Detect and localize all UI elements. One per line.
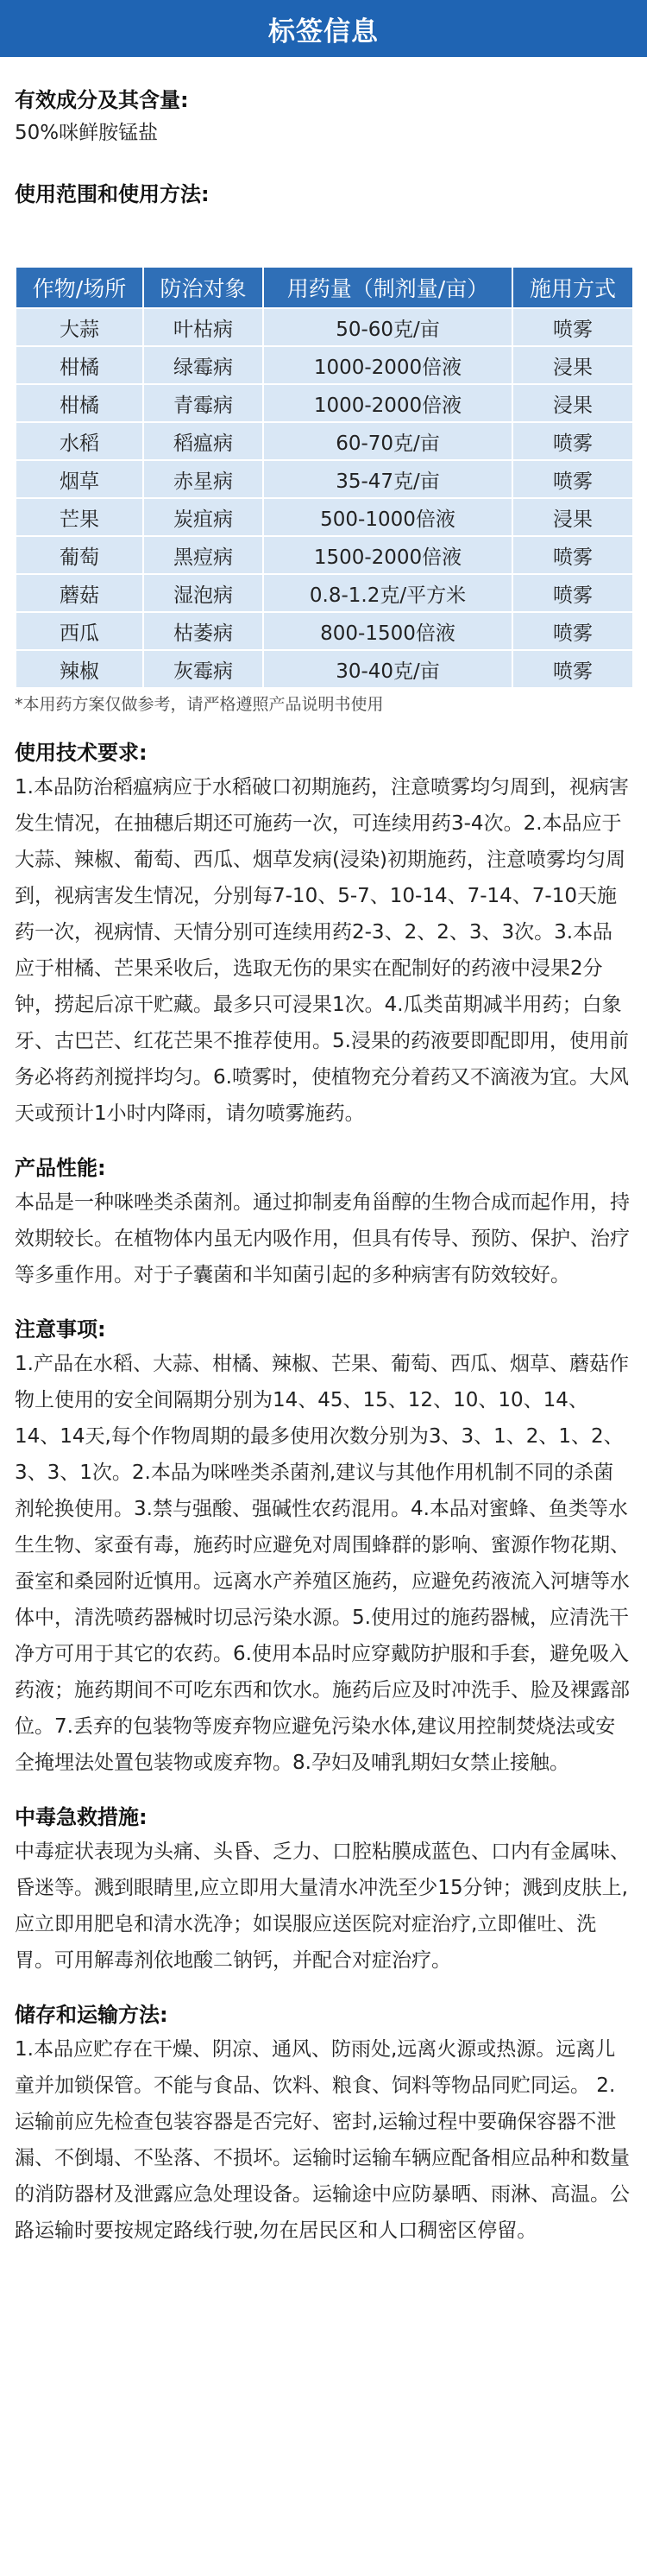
cell-crop: 烟草 bbox=[16, 461, 142, 497]
cell-target: 叶枯病 bbox=[144, 309, 262, 345]
cell-dosage: 35-47克/亩 bbox=[264, 461, 512, 497]
section-body: 1.本品防治稻瘟病应于水稻破口初期施药，注意喷雾均匀周到，视病害发生情况，在抽穗后期还可施药一次，可连续用药3-4次。2.本品应于大蒜、辣椒、葡萄、西瓜、烟草发病(浸染)初期施药，注意喷雾均匀周到，视病害发生情况，分别每7-10、5-7、10-14、7-14、7-10天施药一次，视病情、天情分别可连续用药2-3、2、2、3、3次。3.本品应于柑橘、芒果采收后，选取无伤的果实在配制好的药液中浸果2分钟，捞起后凉干贮藏。最多只可浸果1次。4.瓜类苗期减半用药；白象牙、古巴芒、红花芒果不推荐使用。5.浸果的药液要即配即用，使用前务必将药剂搅拌均匀。6.喷雾时，使植物充分着药又不滴液为宜。大风天或预计1小时内降雨，请勿喷雾施药。 bbox=[15, 776, 629, 1125]
cell-dosage: 0.8-1.2克/平方米 bbox=[264, 575, 512, 611]
cell-crop: 芒果 bbox=[16, 499, 142, 535]
cell-target: 绿霉病 bbox=[144, 347, 262, 383]
cell-target: 湿泡病 bbox=[144, 575, 262, 611]
cell-crop: 蘑菇 bbox=[16, 575, 142, 611]
section-body: 中毒症状表现为头痛、头昏、乏力、口腔粘膜成蓝色、口内有金属味、昏迷等。溅到眼睛里,应立即用大量清水冲洗至少15分钟；溅到皮肤上,应立即用肥皂和清水洗净；如误服应送医院对症治疗,立即催吐、洗胃。可用解毒剂依地酸二钠钙，并配合对症治疗。 bbox=[15, 1840, 630, 1972]
cell-crop: 西瓜 bbox=[16, 613, 142, 649]
col-header-method: 施用方式 bbox=[513, 268, 632, 307]
cell-method: 浸果 bbox=[513, 347, 632, 383]
scope-title: 使用范围和使用方法: bbox=[15, 182, 210, 206]
cell-method: 喷雾 bbox=[513, 613, 632, 649]
cell-target: 黑痘病 bbox=[144, 537, 262, 573]
cell-crop: 柑橘 bbox=[16, 385, 142, 421]
cell-target: 赤星病 bbox=[144, 461, 262, 497]
label-content bbox=[0, 57, 647, 2249]
performance-section bbox=[15, 1151, 632, 1293]
cell-dosage: 60-70克/亩 bbox=[264, 423, 512, 459]
usage-table bbox=[15, 266, 634, 689]
section-title: 注意事项: bbox=[15, 1317, 106, 1342]
section-body: 1.本品应贮存在干燥、阴凉、通风、防雨处,远离火源或热源。远离儿童并加锁保管。不能与食品、饮料、粮食、饲料等物品同贮同运。 2.运输前应先检查包装容器是否完好、密封,运输过程中要确保容器不泄漏、不倒塌、不坠落、不损坏。运输时运输车辆应配备相应品种和数量的消防器材及泄露应急处理设备。运输途中应防暴晒、雨淋、高温。公路运输时要按规定路线行驶,勿在居民区和人口稠密区停留。 bbox=[15, 2038, 630, 2242]
page-header bbox=[0, 0, 647, 57]
table-header-row bbox=[16, 268, 632, 307]
section-title: 中毒急救措施: bbox=[15, 1805, 148, 1829]
table-row bbox=[16, 537, 632, 573]
cell-dosage: 50-60克/亩 bbox=[264, 309, 512, 345]
scope-section bbox=[15, 148, 632, 207]
cell-target: 炭疽病 bbox=[144, 499, 262, 535]
cell-method: 喷雾 bbox=[513, 309, 632, 345]
cell-target: 枯萎病 bbox=[144, 613, 262, 649]
cell-method: 喷雾 bbox=[513, 651, 632, 687]
precautions-section bbox=[15, 1312, 632, 1781]
section-title: 产品性能: bbox=[15, 1156, 106, 1180]
cell-dosage: 800-1500倍液 bbox=[264, 613, 512, 649]
section-body: 1.产品在水稻、大蒜、柑橘、辣椒、芒果、葡萄、西瓜、烟草、蘑菇作物上使用的安全间隔期分别为14、45、15、12、10、10、14、14、14天,每个作物周期的最多使用次数分别为3、3、1、2、1、2、3、3、1次。2.本品为咪唑类杀菌剂,建议与其他作用机制不同的杀菌剂轮换使用。3.禁与强酸、强碱性农药混用。4.本品对蜜蜂、鱼类等水生生物、家蚕有毒，施药时应避免对周围蜂群的影响、蜜源作物花期、蚕室和桑园附近慎用。远离水产养殖区施药，应避免药液流入河塘等水体中，清洗喷药器械时切忌污染水源。5.使用过的施药器械，应清洗干净方可用于其它的农药。6.使用本品时应穿戴防护服和手套，避免吸入药液；施药期间不可吃东西和饮水。施药后应及时冲洗手、脸及裸露部位。7.丢弃的包装物等废弃物应避免污染水体,建议用控制焚烧法或安全掩埋法处置包装物或废弃物。8.孕妇及哺乳期妇女禁止接触。 bbox=[15, 1353, 630, 1774]
cell-dosage: 1000-2000倍液 bbox=[264, 347, 512, 383]
cell-dosage: 30-40克/亩 bbox=[264, 651, 512, 687]
ingredient-title: 有效成分及其含量: bbox=[15, 88, 189, 112]
cell-crop: 柑橘 bbox=[16, 347, 142, 383]
table-note: *本用药方案仅做参考，请严格遵照产品说明书使用 bbox=[15, 695, 384, 714]
table-row bbox=[16, 461, 632, 497]
section-body: 本品是一种咪唑类杀菌剂。通过抑制麦角甾醇的生物合成而起作用，持效期较长。在植物体内虽无内吸作用，但具有传导、预防、保护、治疗等多重作用。对于子囊菌和半知菌引起的多种病害有防效较好。 bbox=[15, 1191, 630, 1286]
cell-method: 浸果 bbox=[513, 499, 632, 535]
cell-dosage: 1000-2000倍液 bbox=[264, 385, 512, 421]
table-row bbox=[16, 309, 632, 345]
cell-crop: 水稻 bbox=[16, 423, 142, 459]
cell-crop: 大蒜 bbox=[16, 309, 142, 345]
first-aid-section bbox=[15, 1800, 632, 1979]
cell-method: 喷雾 bbox=[513, 461, 632, 497]
cell-crop: 辣椒 bbox=[16, 651, 142, 687]
ingredient-section bbox=[15, 57, 632, 148]
table-row bbox=[16, 613, 632, 649]
cell-method: 喷雾 bbox=[513, 423, 632, 459]
cell-crop: 葡萄 bbox=[16, 537, 142, 573]
technique-section bbox=[15, 736, 632, 1132]
col-header-dosage: 用药量（制剂量/亩） bbox=[264, 268, 512, 307]
header-title: 标签信息 bbox=[268, 16, 379, 47]
col-header-target: 防治对象 bbox=[144, 268, 262, 307]
storage-section bbox=[15, 1998, 632, 2249]
table-row bbox=[16, 385, 632, 421]
section-title: 储存和运输方法: bbox=[15, 2003, 168, 2027]
cell-target: 稻瘟病 bbox=[144, 423, 262, 459]
table-row bbox=[16, 347, 632, 383]
col-header-crop: 作物/场所 bbox=[16, 268, 142, 307]
cell-dosage: 1500-2000倍液 bbox=[264, 537, 512, 573]
ingredient-value: 50%咪鲜胺锰盐 bbox=[15, 122, 159, 144]
cell-target: 灰霉病 bbox=[144, 651, 262, 687]
section-title: 使用技术要求: bbox=[15, 741, 148, 765]
table-row bbox=[16, 575, 632, 611]
cell-target: 青霉病 bbox=[144, 385, 262, 421]
cell-method: 浸果 bbox=[513, 385, 632, 421]
table-row bbox=[16, 651, 632, 687]
cell-method: 喷雾 bbox=[513, 575, 632, 611]
cell-dosage: 500-1000倍液 bbox=[264, 499, 512, 535]
table-row bbox=[16, 423, 632, 459]
table-row bbox=[16, 499, 632, 535]
cell-method: 喷雾 bbox=[513, 537, 632, 573]
